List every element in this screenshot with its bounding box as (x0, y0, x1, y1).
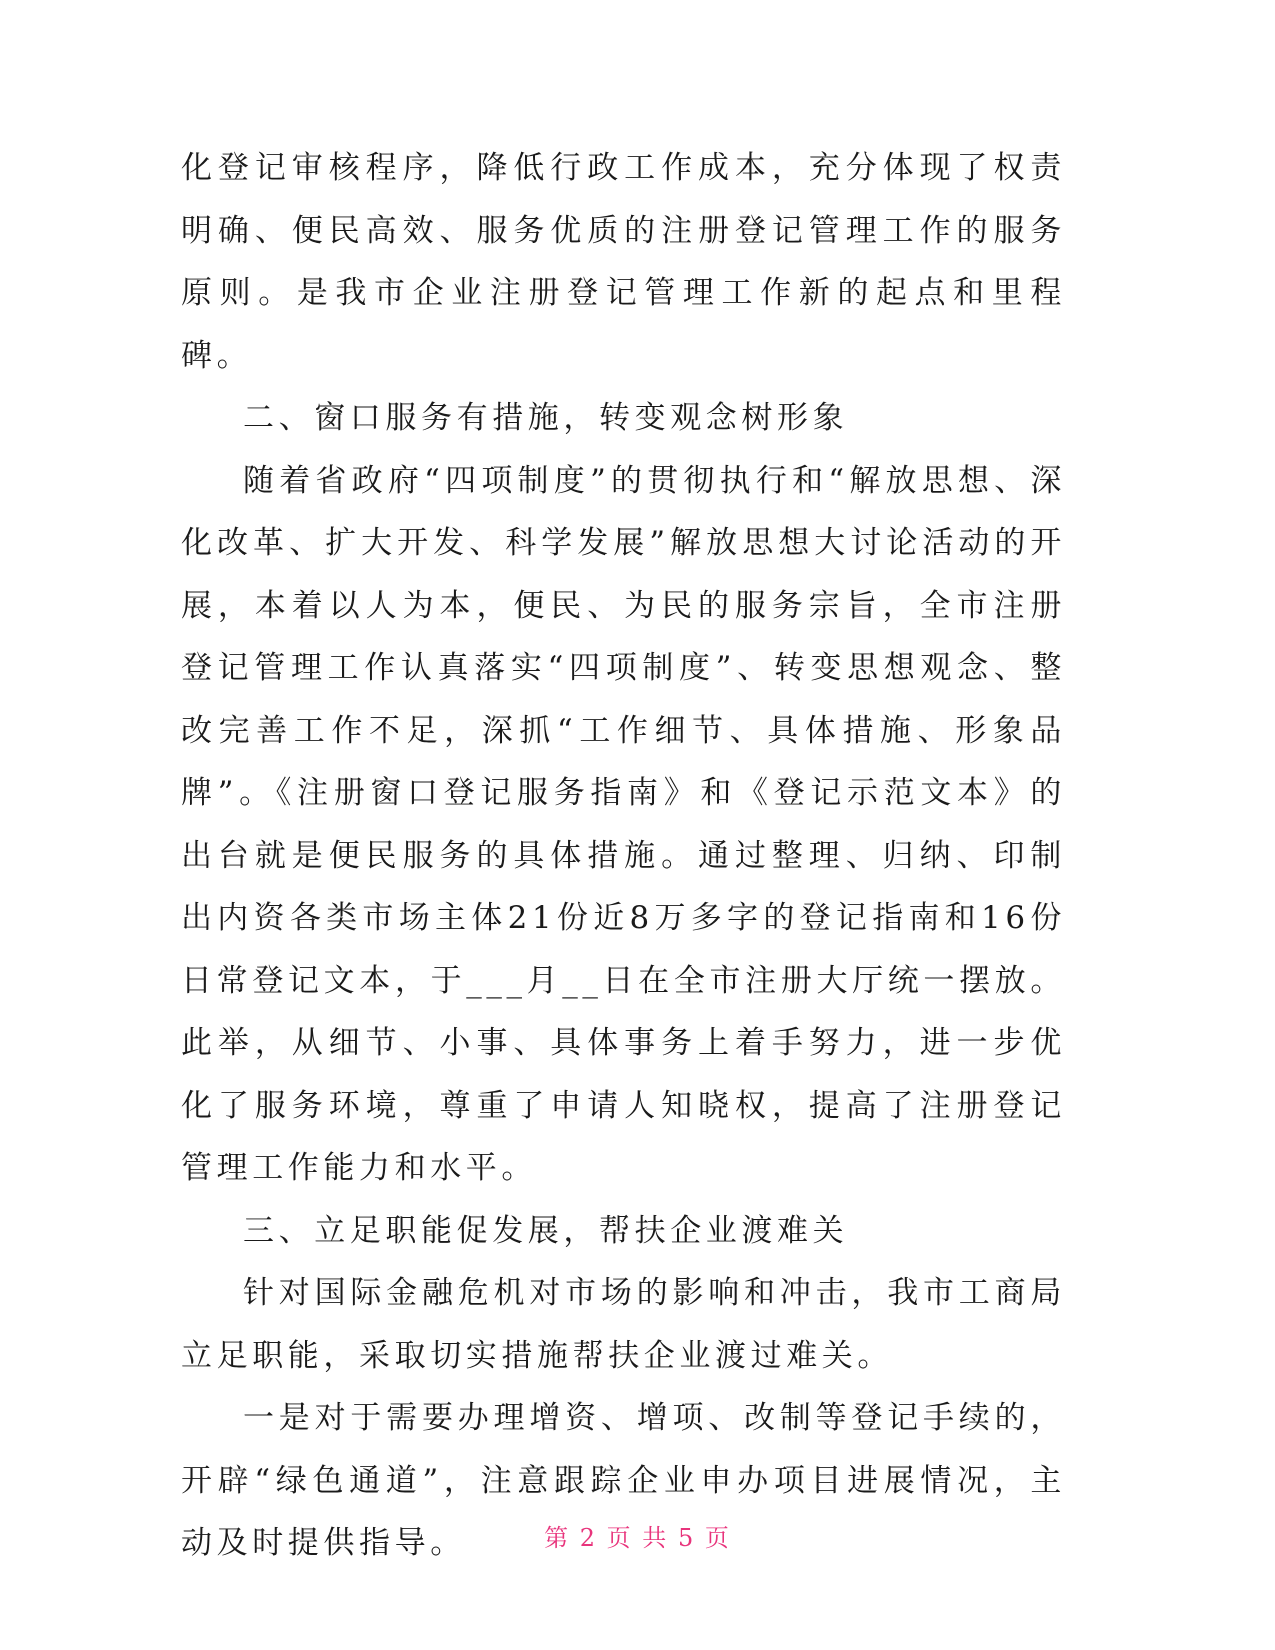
page-footer-number: 第 2 页 共 5 页 (544, 1524, 731, 1552)
section-heading-3: 三、立足职能促发展，帮扶企业渡难关 (243, 1212, 849, 1249)
section-heading-2: 二、窗口服务有措施，转变观念树形象 (243, 400, 849, 436)
paragraph-financial-crisis: 针对国际金融危机对市场的影响和冲击，我市工商局立足职能，采取切实措施帮扶企业渡过难关。 (181, 1275, 1066, 1374)
paragraph-measure-one: 一是对于需要办理增资、增项、改制等登记手续的，开辟“绿色通道”，注意跟踪企业申办项目进展情况，主动及时提供指导。 (181, 1400, 1066, 1561)
paragraph-window-service: 随着省政府“四项制度”的贯彻执行和“解放思想、深化改革、扩大开发、科学发展”解放思想大讨论活动的开展，本着以人为本，便民、为民的服务宗旨，全市注册登记管理工作认真落实“四项制度”、转变思想观念、整改完善工作不足，深抓“工作细节、具体措施、形象品牌”。《注册窗口登记服务指南》和《登记示范文本》的出台就是便民服务的具体措施。通过整理、归纳、印制出内资各类市场主体21份近8万多字的登记指南和16份日常登记文本，于___月__日在全市注册大厅统一摆放。此举，从细节、小事、具体事务上着手努力，进一步优化了服务环境，尊重了申请人知晓权，提高了注册登记管理工作能力和水平。 (181, 462, 1066, 1186)
paragraph-continuation: 化登记审核程序，降低行政工作成本，充分体现了权责明确、便民高效、服务优质的注册登记管理工作的服务原则。是我市企业注册登记管理工作新的起点和里程碑。 (181, 150, 1066, 374)
document-body (181, 137, 1066, 1575)
